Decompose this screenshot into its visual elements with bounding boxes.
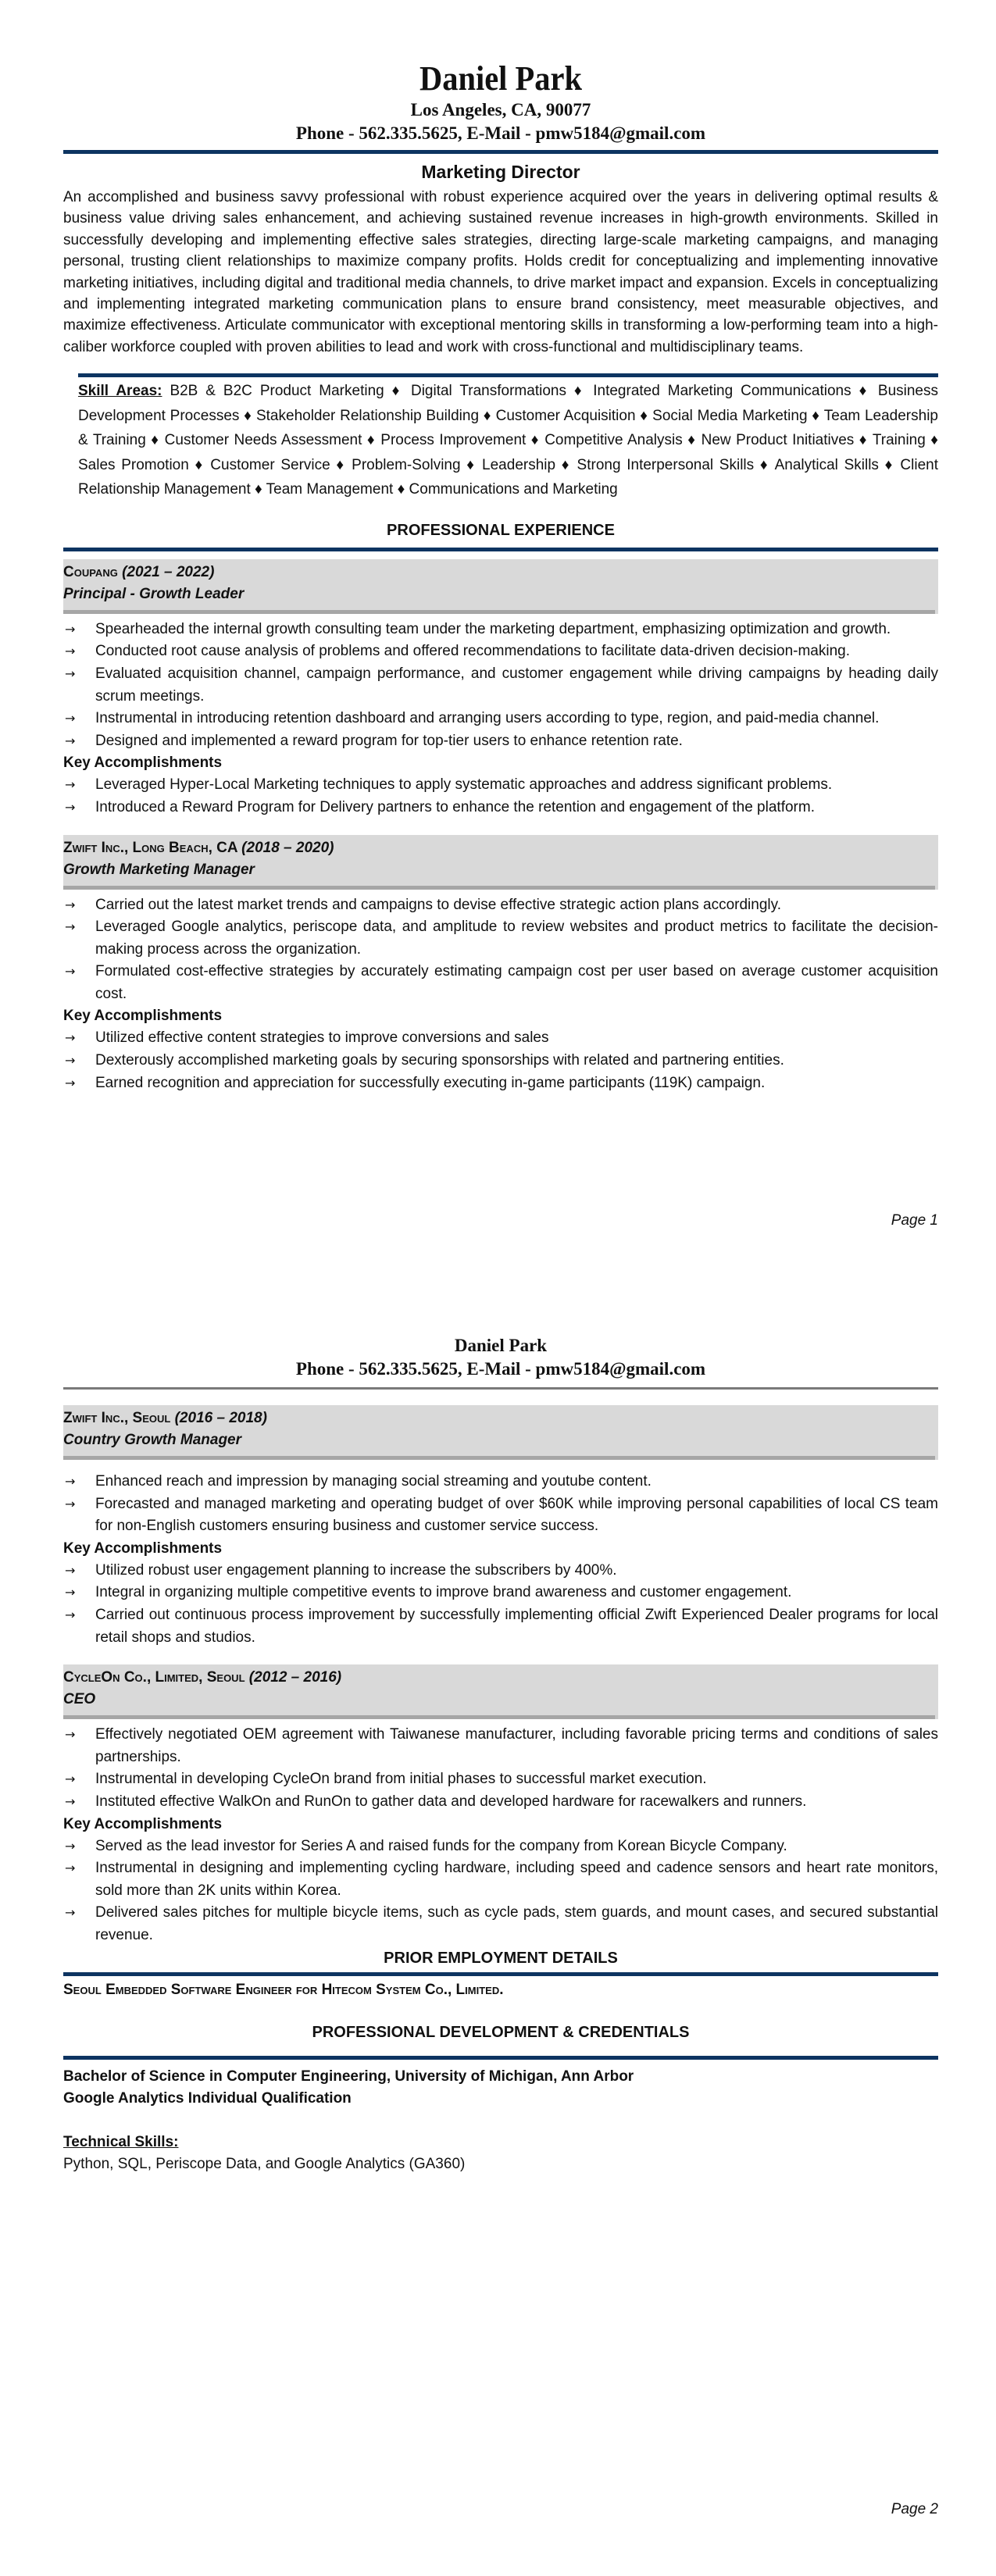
list-item — [63, 1072, 938, 1095]
technical-skills-label: Technical Skills: — [63, 2133, 179, 2150]
key-accomplishments-heading: Key Accomplishments — [63, 1815, 223, 1832]
job-header-bar — [63, 610, 935, 614]
list-item — [63, 1604, 938, 1649]
contact-line: Phone - 562.335.5625, E-Mail - pmw5184@gmail.com — [295, 1359, 706, 1379]
job-role: Principal - Growth Leader — [63, 585, 245, 602]
list-item-text: Earned recognition and appreciation for successfully executing in-game participants (119K) campaign. — [95, 1074, 766, 1091]
arrow-icon: → — [65, 1496, 76, 1511]
arrow-icon: → — [65, 1905, 76, 1921]
list-item-text: Delivered sales pitches for multiple bicycle items, such as cycle pads, stem guards, and mount cases, and secured substantial revenue. — [95, 1904, 938, 1943]
page-number: Page 1 — [891, 1212, 938, 1229]
list-item — [63, 619, 938, 641]
list-item-text: Effectively negotiated OEM agreement with Taiwanese manufacturer, including favorable pricing terms and conditions of sales partnerships. — [95, 1726, 938, 1765]
candidate-name-small: Daniel Park — [454, 1336, 548, 1355]
arrow-icon: → — [65, 1607, 76, 1622]
job-entry — [63, 559, 938, 819]
list-item-text: Forecasted and managed marketing and operating budget of over $60K while improving personal capabilities of local CS team for non-English customers ensuring business and customer service success. — [95, 1495, 938, 1535]
arrow-icon: → — [65, 1053, 76, 1069]
section-heading-experience: PROFESSIONAL EXPERIENCE — [387, 521, 615, 539]
list-item-text: Leveraged Hyper-Local Marketing techniques to apply systematic approaches and address significant problems. — [95, 776, 833, 794]
duties-list — [63, 1724, 938, 1813]
prior-employment-entry: Seoul Embedded Software Engineer for Hitecom System Co., Limited. — [63, 1981, 504, 1998]
list-item-text: Spearheaded the internal growth consulting team under the marketing department, emphasizing optimization and growth. — [95, 620, 891, 637]
arrow-icon: → — [65, 1793, 76, 1809]
job-header — [63, 1664, 938, 1719]
duties-list — [63, 1471, 938, 1538]
list-item-text: Served as the lead investor for Series A and raised funds for the company from Korean Bicycle Company. — [95, 1837, 787, 1854]
job-years: (2021 – 2022) — [122, 563, 215, 580]
list-item — [63, 1493, 938, 1538]
arrow-icon: → — [65, 1030, 76, 1046]
arrow-icon: → — [65, 777, 76, 793]
list-item — [63, 1724, 938, 1768]
list-item-text: Instrumental in introducing retention dashboard and arranging users according to type, region, and paid-media channel. — [95, 710, 880, 727]
job-entry — [63, 1405, 938, 1649]
experience-divider — [63, 548, 938, 551]
list-item — [63, 1768, 938, 1791]
job-role: CEO — [63, 1691, 96, 1708]
list-item-text: Formulated cost-effective strategies by accurately estimating campaign cost per user based on average customer acquisition cost. — [95, 963, 938, 1002]
list-item-text: Instrumental in developing CycleOn brand from initial phases to successful market execution. — [95, 1771, 707, 1788]
address: Los Angeles, CA, 90077 — [410, 100, 591, 120]
job-years: (2018 – 2020) — [241, 839, 334, 856]
list-item-text: Integral in organizing multiple competitive events to improve brand awareness and customer engagement. — [95, 1584, 792, 1601]
company-name: Coupang — [63, 563, 118, 580]
company-name: Zwift Inc., Long Beach, CA — [63, 839, 237, 856]
skills-text — [78, 379, 938, 502]
list-item — [63, 1582, 938, 1604]
arrow-icon: → — [65, 1771, 76, 1787]
header-divider — [63, 150, 938, 154]
list-item-text: Dexterously accomplished marketing goals by securing sponsorships with related and partnering entities. — [95, 1052, 784, 1069]
list-item — [63, 1836, 938, 1858]
list-item — [63, 797, 938, 819]
section-heading-prior-employment: PRIOR EMPLOYMENT DETAILS — [384, 1949, 618, 1967]
accomplishments-list — [63, 1560, 938, 1649]
arrow-icon: → — [65, 919, 76, 935]
skill-areas — [78, 373, 938, 502]
duties-list — [63, 619, 938, 753]
skills-list: B2B & B2C Product Marketing ♦ Digital Transformations ♦ Integrated Marketing Communications ♦ Business Development Processes ♦ Stakeholder Relationship Building ♦ Customer Acquisition ♦ Social Media Marketing ♦ Team Leadership & Training ♦ Customer Needs Assessment ♦ Process Improvement ♦ Competitive Analysis ♦ New Product Initiatives ♦ Training ♦ Sales Promotion ♦ Customer Service ♦ Problem-Solving ♦ Leadership ♦ Strong Interpersonal Skills ♦ Analytical Skills ♦ Client Relationship Management ♦ Team Management ♦ Communications and Marketing — [78, 383, 938, 498]
job-title: Marketing Director — [421, 162, 580, 182]
list-item — [63, 708, 938, 730]
list-item-text: Carried out the latest market trends and campaigns to devise effective strategic action plans accordingly. — [95, 896, 781, 913]
job-role: Growth Marketing Manager — [63, 861, 255, 878]
arrow-icon: → — [65, 897, 76, 912]
list-item-text: Introduced a Reward Program for Delivery partners to enhance the retention and engagement of the platform. — [95, 798, 815, 815]
company-name: CycleOn Co., Limited, Seoul — [63, 1669, 245, 1686]
list-item — [63, 1902, 938, 1946]
arrow-icon: → — [65, 621, 76, 637]
arrow-icon: → — [65, 1861, 76, 1876]
arrow-icon: → — [65, 799, 76, 815]
job-company — [63, 1408, 935, 1429]
arrow-icon: → — [65, 1727, 76, 1743]
list-item-text: Utilized effective content strategies to improve conversions and sales — [95, 1029, 549, 1047]
list-item — [63, 1050, 938, 1072]
arrow-icon: → — [65, 733, 76, 748]
job-company — [63, 837, 935, 859]
job-header-bar — [63, 886, 935, 890]
job-header — [63, 559, 938, 614]
page-2-content — [63, 1334, 938, 2175]
list-item-text: Enhanced reach and impression by managing social streaming and youtube content. — [95, 1473, 652, 1490]
list-item — [63, 774, 938, 797]
list-item-text: Instrumental in designing and implementing cycling hardware, including speed and cadence sensors and heart rate monitors, sold more than 2K units within Korea. — [95, 1860, 938, 1899]
list-item — [63, 1791, 938, 1814]
accomplishments-list — [63, 774, 938, 819]
professional-summary: An accomplished and business savvy professional with robust experience acquired over the years in delivering optimal results & business value driving sales enhancement, and achieving sustained revenue increases in high-growth environments. Skilled in successfully developing and implementing effective sales strategies, directing large-scale marketing campaigns, and managing personal, trusting client relationships to maximize company profits. Holds credit for conceptualizing and implementing innovative marketing initiatives, including digital and traditional media channels, to drive market impact and expansion. Excels in conceptualizing and implementing integrated marketing communication plans to ensure brand consistency, meet measurable objectives, and maximize effectiveness. Articulate communicator with exceptional mentoring skills in transforming a low-performing team into a high-caliber workforce coupled with proven abilities to lead and work with cross-functional and multidisciplinary teams. — [63, 189, 938, 355]
key-accomplishments-heading: Key Accomplishments — [63, 755, 223, 772]
prior-employment-divider — [63, 1972, 938, 1976]
arrow-icon: → — [65, 1075, 76, 1090]
list-item-text: Carried out continuous process improvement by successfully implementing official Zwift Experienced Dealer programs for local retail shops and studios. — [95, 1606, 938, 1646]
list-item — [63, 894, 938, 917]
candidate-name: Daniel Park — [419, 59, 583, 98]
key-accomplishments-heading: Key Accomplishments — [63, 1540, 223, 1557]
job-header — [63, 1405, 938, 1460]
resume-page-2 — [0, 1289, 996, 2576]
job-header — [63, 835, 938, 890]
job-company — [63, 1667, 935, 1689]
arrow-icon: → — [65, 1474, 76, 1489]
job-entry — [63, 1664, 938, 1946]
list-item — [63, 663, 938, 708]
list-item-text: Leveraged Google analytics, periscope data, and amplitude to review websites and product metrics to facilitate the decision-making process across the organization. — [95, 919, 938, 958]
arrow-icon: → — [65, 711, 76, 726]
list-item-text: Utilized robust user engagement planning to increase the subscribers by 400%. — [95, 1561, 617, 1579]
job-years: (2016 – 2018) — [174, 1410, 267, 1426]
list-item — [63, 916, 938, 961]
job-header-bar — [63, 1715, 935, 1719]
key-accomplishments-heading: Key Accomplishments — [63, 1008, 223, 1025]
duties-list — [63, 894, 938, 1006]
accomplishments-list — [63, 1836, 938, 1947]
list-item-text: Conducted root cause analysis of problems and offered recommendations to facilitate data-driven decision-making. — [95, 643, 851, 660]
arrow-icon: → — [65, 644, 76, 659]
list-item — [63, 961, 938, 1005]
list-item-text: Instituted effective WalkOn and RunOn to gather data and developed hardware for racewalkers and runners. — [95, 1793, 807, 1810]
contact-line: Phone - 562.335.5625, E-Mail - pmw5184@gmail.com — [295, 123, 706, 143]
list-item — [63, 640, 938, 663]
skills-label: Skill Areas: — [78, 383, 162, 400]
page-1-content — [63, 0, 938, 1094]
job-header-bar — [63, 1456, 935, 1460]
technical-skills-text: Python, SQL, Periscope Data, and Google Analytics (GA360) — [63, 2155, 466, 2172]
job-entry — [63, 835, 938, 1095]
arrow-icon: → — [65, 665, 76, 681]
page-2-header-divider — [63, 1387, 938, 1390]
list-item — [63, 1857, 938, 1902]
list-item — [63, 1471, 938, 1493]
credential-certification: Google Analytics Individual Qualification — [63, 2089, 352, 2107]
list-item — [63, 1027, 938, 1050]
job-company — [63, 562, 935, 583]
arrow-icon: → — [65, 1585, 76, 1600]
accomplishments-list — [63, 1027, 938, 1094]
list-item-text: Evaluated acquisition channel, campaign performance, and customer engagement while driving campaigns by heading daily scrum meetings. — [95, 665, 938, 705]
credential-degree: Bachelor of Science in Computer Engineering, University of Michigan, Ann Arbor — [63, 2068, 634, 2085]
list-item-text: Designed and implemented a reward program for top-tier users to enhance retention rate. — [95, 732, 683, 749]
job-years: (2012 – 2016) — [248, 1669, 342, 1686]
list-item — [63, 1560, 938, 1582]
list-item — [63, 730, 938, 753]
arrow-icon: → — [65, 964, 76, 979]
arrow-icon: → — [65, 1838, 76, 1854]
company-name: Zwift Inc., Seoul — [63, 1410, 171, 1426]
credentials-divider — [63, 2056, 938, 2060]
arrow-icon: → — [65, 1562, 76, 1578]
section-heading-credentials: PROFESSIONAL DEVELOPMENT & CREDENTIALS — [312, 2023, 690, 2041]
page-number: Page 2 — [891, 2501, 938, 2517]
job-role: Country Growth Manager — [63, 1432, 242, 1448]
skills-divider — [78, 373, 938, 377]
